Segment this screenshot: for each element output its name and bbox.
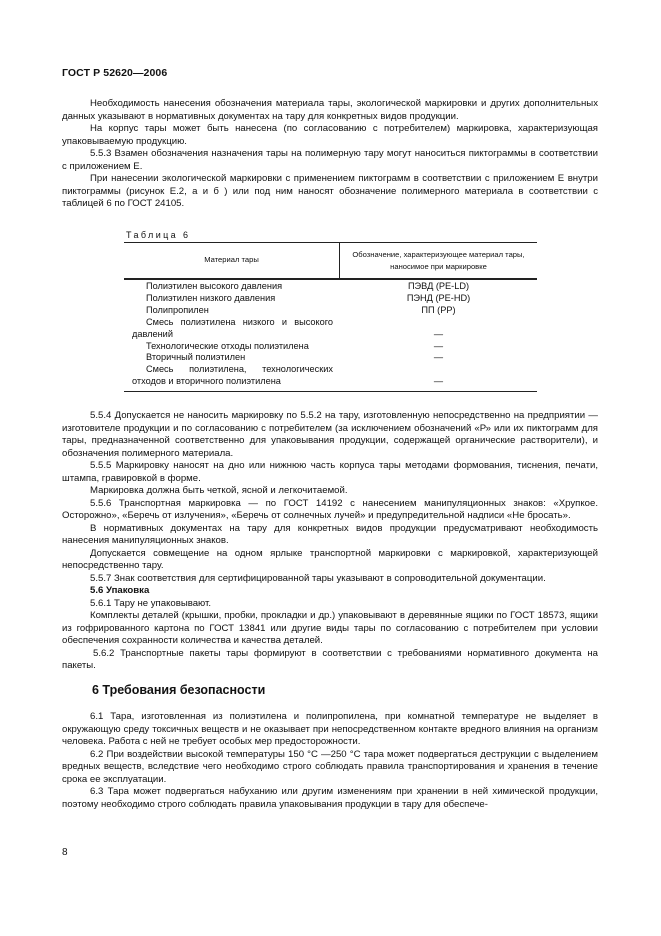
section-title: 6 Требования безопасности (92, 683, 266, 697)
page-number: 8 (62, 847, 68, 858)
table-cell-material: Смесь полиэтилена низкого и высокого давлений (132, 316, 333, 339)
table-row (124, 341, 537, 353)
subsection-heading: 5.6 Упаковка (90, 585, 150, 596)
paragraph: При нанесении экологической маркировки с применением пиктограмм в соответствии с приложением Е внутри пиктограммы (рисунок Е.2, а и б ) или под ним наносят обозначение полимерного материала в соответствии с таблицей 6 по ГОСТ 24105. (62, 173, 598, 209)
paragraph: Необходимость нанесения обозначения материала тары, экологической маркировки и других дополнительных данных указывают в нормативных документах на тару для конкретных видов продукции. (62, 98, 598, 122)
table-row (124, 305, 537, 317)
table-cell-material: Полиэтилен высокого давления (146, 281, 283, 291)
marking-packing-text-block (62, 410, 598, 673)
paragraph: 5.6.1 Тару не упаковывают. (90, 597, 212, 609)
paragraph: В нормативных документах на тару для конкретных видов продукции предусматривают необходимость нанесения манипуляционных знаков. (62, 522, 598, 546)
table-header-material: Материал тары (204, 255, 259, 264)
table-cell-code: — (433, 328, 444, 339)
paragraph: 6.3 Тара может подвергаться набуханию или другим изменениям при хранении в ней химической продукции, поэтому необходимо строго соблюдать правила упаковывания продукции в тару для обеспече- (62, 786, 598, 810)
table-cell-material: Полипропилен (146, 304, 209, 315)
table-cell-material: Смесь полиэтилена, технологических отходов и вторичного полиэтилена (132, 364, 333, 387)
table-cell-material: Вторичный полиэтилен (146, 352, 246, 363)
paragraph: Маркировка должна быть четкой, ясной и легкочитаемой. (90, 485, 348, 496)
table-body (124, 281, 537, 388)
marking-text-block (62, 98, 598, 211)
table-row (124, 317, 537, 341)
safety-text-block (62, 711, 598, 811)
table-header-border (124, 278, 537, 280)
paragraph: 5.5.7 Знак соответствия для сертифицированной тары указывают в сопроводительной документации. (90, 572, 546, 584)
paragraph: 5.5.5 Маркировку наносят на дно или нижнюю часть корпуса тары методами формования, тиснения, печати, штампа, гравировкой в форме. (62, 460, 598, 484)
table-row (124, 281, 537, 293)
paragraph: 5.5.6 Транспортная маркировка — по ГОСТ 14192 с нанесением манипуляционных знаков: «Хрупкое. Осторожно», «Беречь от излучения», «Беречь от солнечных лучей» и предупредительной надписи «Не бросать». (62, 497, 598, 521)
table-bottom-border (124, 391, 537, 392)
table-cell-code: ПП (PP) (421, 304, 456, 315)
paragraph: На корпус тары может быть нанесена (по согласованию с потребителем) маркировка, характеризующая упаковываемую продукцию. (62, 123, 598, 147)
table-top-border (124, 242, 537, 243)
table-cell-code: ПЭНД (PE-HD) (406, 292, 471, 303)
table-cell-material: Технологические отходы полиэтилена (146, 340, 309, 351)
table-header-designation: Обозначение, характеризующее материал тары, наносимое при маркировке (352, 250, 525, 271)
table-cell-code: ПЭВД (PE-LD) (407, 281, 470, 291)
material-designation-table (124, 242, 537, 392)
paragraph: 5.5.4 Допускается не наносить маркировку по 5.5.2 на тару, изготовленную непосредственно на предприятии — изготовителе продукции и по согласованию с потребителем (за исключением обозначений «Р» или их пиктограмм для тары, предназначенной соответственно для упаковывания продукции, содержащей органические растворители), и обозначения полимерного материала. (62, 410, 598, 459)
paragraph: 5.6.2 Транспортные пакеты тары формируют в соответствии с требованиями нормативного документа на пакеты. (62, 647, 598, 671)
paragraph: 6.2 При воздействии высокой температуры 150 °С —250 °С тара может подвергаться деструкции с выделением вредных веществ, вследствие чего необходимо строго соблюдать правила транспортирования и хранения в течение срока ее эксплуатации. (62, 748, 598, 785)
table-row (124, 352, 537, 364)
paragraph: 5.5.3 Взамен обозначения назначения тары на полимерную тару могут наноситься пиктограммы в соответствии с приложением Е. (62, 148, 598, 172)
table-cell-code: — (433, 352, 444, 363)
table-cell-material: Полиэтилен низкого давления (146, 292, 276, 303)
table-cell-code: — (433, 340, 444, 351)
paragraph: 6.1 Тара, изготовленная из полиэтилена и полипропилена, при комнатной температуре не выделяет в окружающую среду токсичных веществ и не оказывает при непосредственном контакте вредного влияния на организм человека. Работа с ней не требует особых мер предосторожности. (62, 711, 598, 747)
paragraph: Комплекты деталей (крышки, пробки, прокладки и др.) упаковывают в деревянные ящики по ГОСТ 18573, ящики из гофрированного картона по ГОСТ 13841 или другие виды тары по согласованию с потребителем при условии обеспечения сохранности количества и качества деталей. (62, 610, 598, 646)
table-caption: Таблица 6 (126, 230, 191, 240)
table-cell-code: — (433, 376, 444, 387)
paragraph: Допускается совмещение на одном ярлыке транспортной маркировки с маркировкой, характеризующей непосредственно тару. (62, 547, 598, 571)
document-code-header: ГОСТ Р 52620—2006 (62, 67, 168, 79)
table-row (124, 293, 537, 305)
table-row (124, 364, 537, 388)
